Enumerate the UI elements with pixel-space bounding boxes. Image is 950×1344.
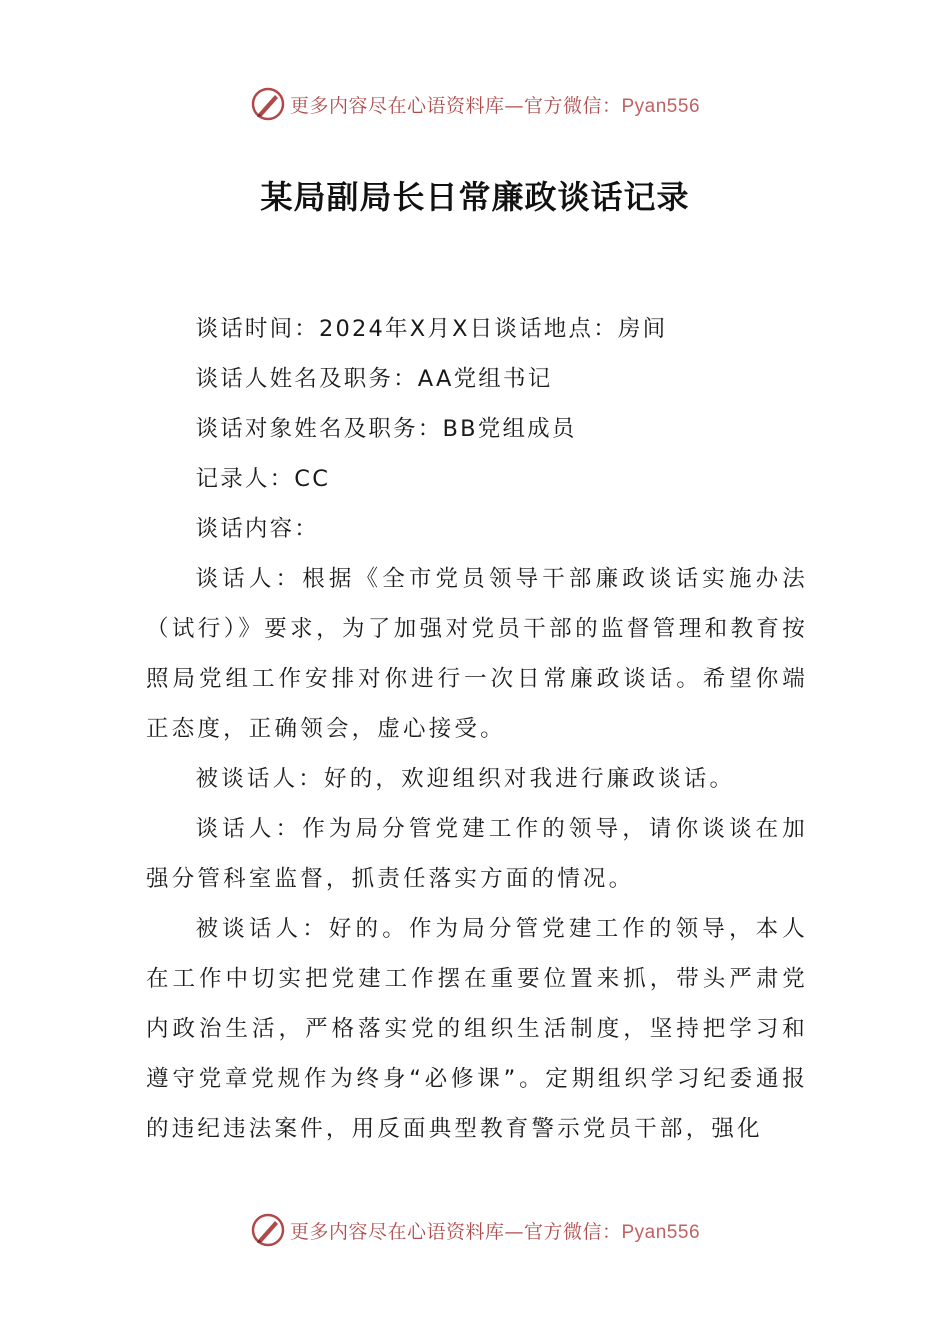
body-paragraph: 谈话人：根据《全市党员领导干部廉政谈话实施办法（试行）》要求，为了加强对党员干部的监督管理和教育按照局党组工作安排对你进行一次日常廉政谈话。希望你端正态度，正确领会，虚心接受。 [146, 566, 808, 742]
meta-recorder: 记录人：CC [195, 466, 331, 492]
meta-content-heading: 谈话内容： [195, 516, 320, 542]
meta-time-location: 谈话时间：2024年X月X日谈话地点：房间 [195, 316, 668, 342]
watermark-contact: Pyan556 [621, 95, 701, 117]
document-title: 某局副局长日常廉政谈话记录 [260, 178, 690, 216]
watermark-contact: Pyan556 [621, 1221, 701, 1243]
watermark-text: 更多内容尽在心语资料库—官方微信：Pyan556 [289, 94, 701, 117]
body-paragraph: 被谈话人：好的，欢迎组织对我进行廉政谈话。 [195, 766, 736, 792]
document-body [146, 304, 808, 1154]
meta-interviewee: 谈话对象姓名及职务：BB党组成员 [195, 416, 577, 442]
pen-logo-icon [250, 1212, 286, 1248]
pen-logo-icon [250, 86, 286, 122]
body-paragraph: 谈话人：作为局分管党建工作的领导，请你谈谈在加强分管科室监督，抓责任落实方面的情况。 [146, 816, 808, 892]
body-paragraph: 被谈话人：好的。作为局分管党建工作的领导，本人在工作中切实把党建工作摆在重要位置来抓，带头严肃党内政治生活，严格落实党的组织生活制度，坚持把学习和遵守党章党规作为终身“必修课”。定期组织学习纪委通报的违纪违法案件，用反面典型教育警示党员干部，强化 [146, 916, 808, 1142]
watermark-text: 更多内容尽在心语资料库—官方微信：Pyan556 [289, 1220, 701, 1243]
meta-interviewer: 谈话人姓名及职务：AA党组书记 [195, 366, 553, 392]
watermark-banner-top [0, 82, 950, 126]
watermark-banner-bottom [0, 1208, 950, 1252]
